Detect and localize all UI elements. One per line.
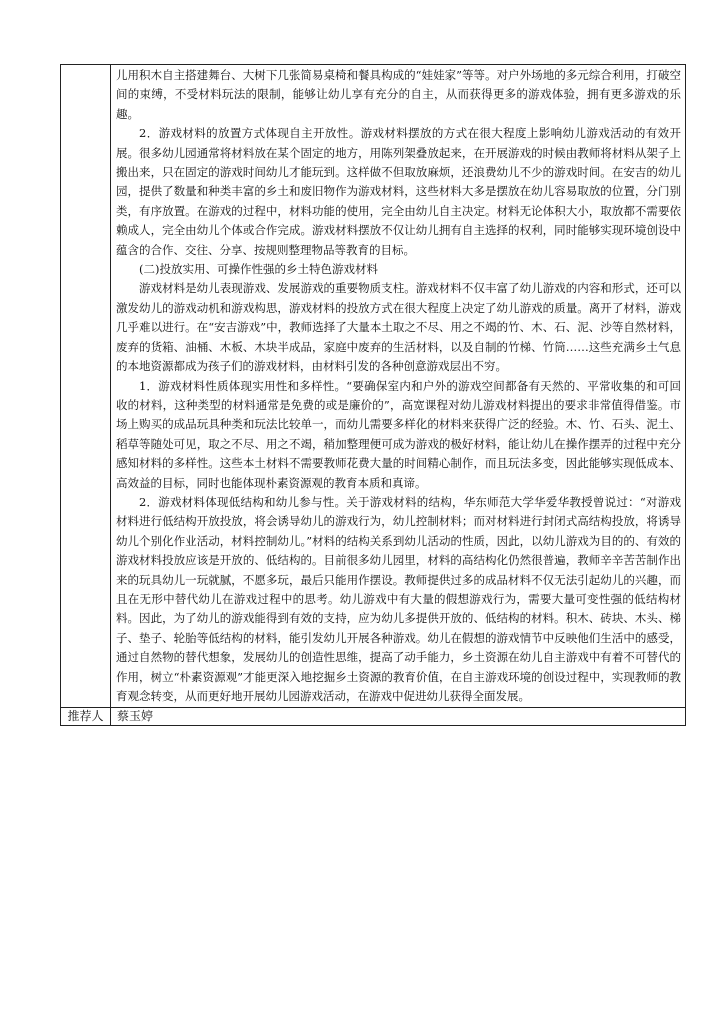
content-table (60, 64, 686, 726)
label-cell-empty (61, 65, 111, 708)
paragraph-low-structure: 2．游戏材料体现低结构和幼儿参与性。关于游戏材料的结构，华东师范大学华爱华教授曾说过：“对游戏材料进行低结构开放投放，将会诱导幼儿的游戏行为，幼儿控制材料；而对材料进行封闭式高结构投放，将诱导幼儿个别化作业活动，材料控制幼儿。”材料的结构关系到幼儿活动的性质，因此，以幼儿游戏为目的的、有效的游戏材料投放应该是开放的、低结构的。目前很多幼儿园里，材料的高结构化仍然很普遍，教师辛辛苦苦制作出来的玩具幼儿一玩就腻，不愿多玩，最后只能用作摆设。教师提供过多的成品材料不仅无法引起幼儿的兴趣，而且在无形中替代幼儿在游戏过程中的思考。幼儿游戏中有大量的假想游戏行为，需要大量可变性强的低结构材料。因此，为了幼儿的游戏能得到有效的支持，应为幼儿多提供开放的、低结构的材料。积木、砖块、木头、梯子、垫子、轮胎等低结构的材料，能引发幼儿开展各种游戏。幼儿在假想的游戏情节中反映他们生活中的感受，通过自然物的替代想象，发展幼儿的创造性思维，提高了动手能力，乡土资源在幼儿自主游戏中有着不可替代的作用，树立“朴素资源观”才能更深入地挖掘乡土资源的教育价值，在自主游戏环境的创设过程中，实现教师的教育观念转变，从而更好地开展幼儿园游戏活动，在游戏中促进幼儿获得全面发展。 (116, 494, 681, 703)
recommender-row (61, 708, 686, 726)
recommender-label: 推荐人 (61, 708, 111, 726)
recommender-name: 蔡玉婷 (111, 708, 686, 726)
paragraph-material-practicality: 1．游戏材料性质体现实用性和多样性。“要确保室内和户外的游戏空间都备有天然的、平常收集的和可回收的材料，这种类型的材料通常是免费的或是廉价的”，高宽课程对幼儿游戏材料提出的要求非常值得借鉴。市场上购买的成品玩具种类和玩法比较单一，而幼儿需要多样化的材料来获得广泛的经验。木、竹、石头、泥土、稻草等随处可见，取之不尽、用之不竭，稍加整理便可成为游戏的极好材料，能让幼儿在操作摆弄的过程中充分感知材料的多样性。这些本土材料不需要教师花费大量的时间精心制作，而且玩法多变，因此能够实现低成本、高效益的目标，同时也能体现朴素资源观的教育本质和真谛。 (116, 378, 681, 490)
paragraph-continuation: 儿用积木自主搭建舞台、大树下几张简易桌椅和餐具构成的“娃娃家”等等。对户外场地的多元综合利用，打破空间的束缚，不受材料玩法的限制，能够让幼儿享有充分的自主，从而获得更多的游戏体验，拥有更多游戏的乐趣。 (116, 68, 681, 121)
paragraph-material-placement: 2．游戏材料的放置方式体现自主开放性。游戏材料摆放的方式在很大程度上影响幼儿游戏活动的有效开展。很多幼儿园通常将材料放在某个固定的地方，用陈列架叠放起来，在开展游戏的时候由教师将材料从架子上搬出来，只在固定的游戏时间幼儿才能玩到。这样做不但取放麻烦，还浪费幼儿不少的游戏时间。在安吉的幼儿园，提供了数量和种类丰富的乡土和废旧物作为游戏材料，这些材料大多是摆放在幼儿容易取放的位置，分门别类，有序放置。在游戏的过程中，材料功能的使用，完全由幼儿自主决定。材料无论体积大小，取放都不需要依赖成人，完全由幼儿个体或合作完成。游戏材料摆放不仅让幼儿拥有自主选择的权利，同时能够实现环境创设中蕴含的合作、交往、分享、按规则整理物品等教育的目标。 (116, 126, 681, 257)
content-row (61, 65, 686, 708)
section-heading-2: (二)投放实用、可操作性强的乡土特色游戏材料 (139, 262, 378, 277)
content-cell (111, 65, 686, 708)
paragraph-material-intro: 游戏材料是幼儿表现游戏、发展游戏的重要物质支柱。游戏材料不仅丰富了幼儿游戏的内容和形式，还可以激发幼儿的游戏动机和游戏构思，游戏材料的投放方式在很大程度上决定了幼儿游戏的质量。离开了材料，游戏几乎难以进行。在“安吉游戏”中，教师选择了大量本土取之不尽、用之不竭的竹、木、石、泥、沙等自然材料，废弃的货箱、油桶、木板、木块半成品，家庭中废弃的生活材料，以及自制的竹梯、竹筒……这些充满乡土气息的本地资源都成为孩子们的游戏材料，由材料引发的各种创意游戏层出不穷。 (116, 281, 681, 374)
